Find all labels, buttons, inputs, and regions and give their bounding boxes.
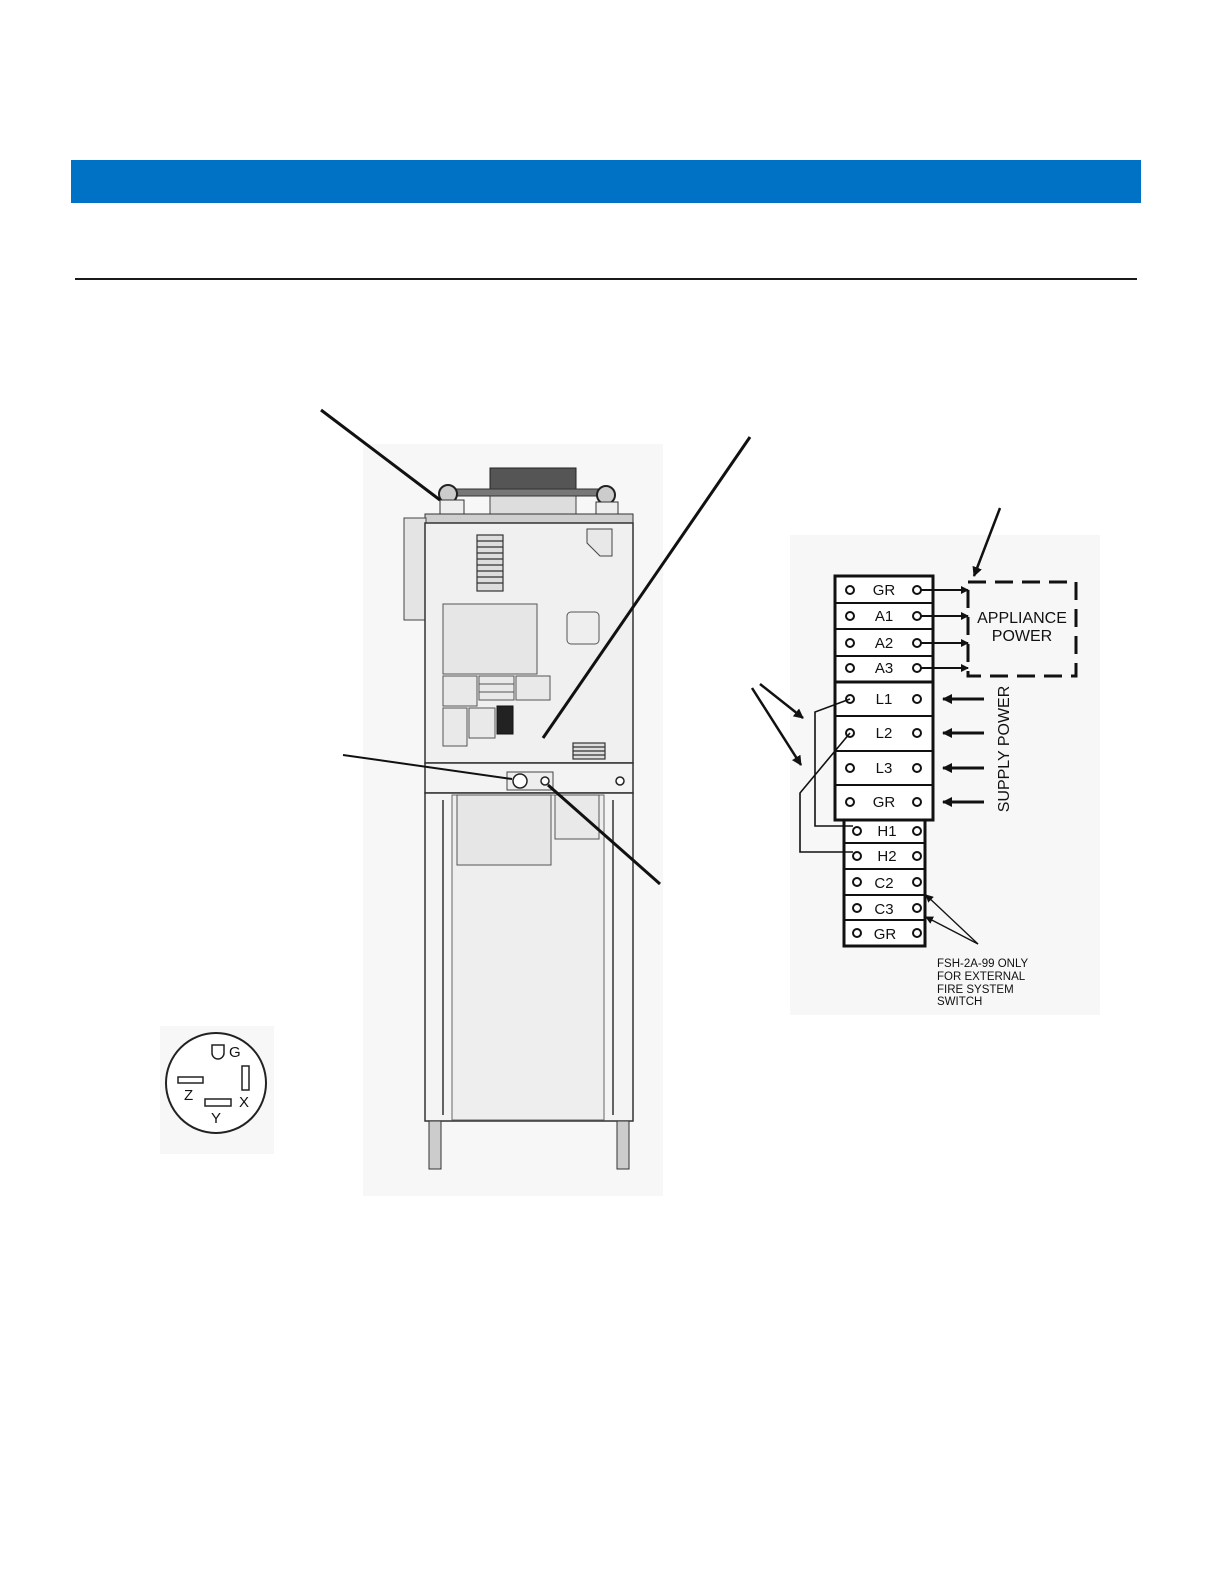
terminal-block-diagram [752,508,1100,1015]
note-line-3: FIRE SYSTEM [937,984,1014,996]
appliance-power-line-2: POWER [991,628,1053,645]
terminal-label-gr-upper: GR [872,582,896,599]
terminal-label-gr-supply: GR [872,794,896,811]
note-line-1: FSH-2A-99 ONLY [937,958,1029,970]
terminal-label-a3: A3 [874,660,894,677]
terminal-label-l2: L2 [875,725,893,742]
y-pin [205,1099,231,1106]
terminal-label-c3: C3 [874,901,894,918]
plug-label-g: G [229,1044,241,1061]
supply-power-label: SUPPLY POWER [996,685,1013,813]
x-pin [242,1066,249,1090]
appliance-power-line-1: APPLIANCE [977,610,1067,627]
terminal-label-h1: H1 [877,823,897,840]
note-line-4: SWITCH [937,996,983,1008]
terminal-label-l3: L3 [875,760,893,777]
terminal-label-c2: C2 [874,875,894,892]
plug-label-z: Z [184,1087,194,1104]
hood-illustration [363,444,663,1196]
ground-pin [212,1045,224,1059]
plug-label-y: Y [211,1110,222,1127]
terminal-label-a2: A2 [874,635,894,652]
z-pin [178,1077,203,1083]
terminal-label-gr-lower: GR [873,926,897,943]
note-line-2: FOR EXTERNAL [937,971,1026,983]
terminal-label-h2: H2 [877,848,897,865]
terminal-label-l1: L1 [875,691,893,708]
plug-diagram [160,1026,274,1154]
terminal-label-a1: A1 [874,608,894,625]
plug-label-x: X [239,1094,250,1111]
